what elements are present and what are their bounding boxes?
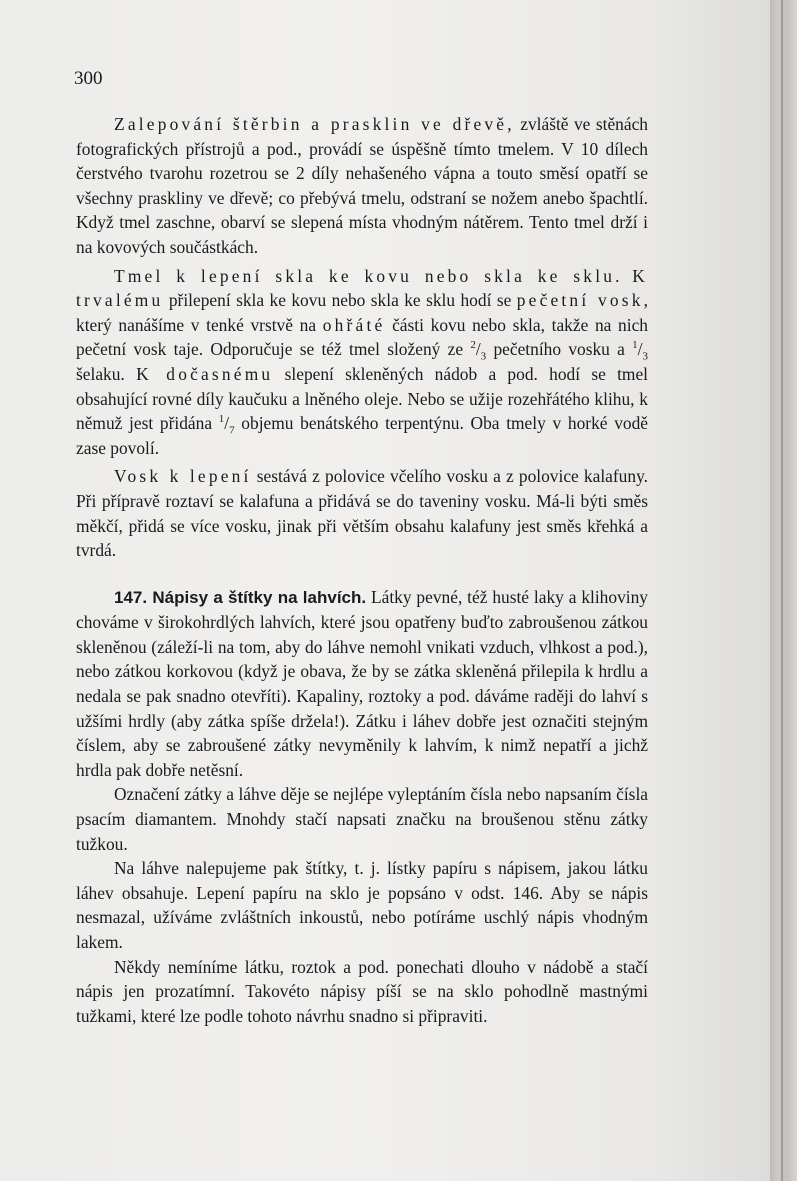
emphasis: ohřáté — [322, 314, 386, 335]
section-147 — [76, 585, 648, 783]
fraction: $^1/_7$ — [218, 413, 235, 437]
paragraph-title: Tmel k lepení skla ke kovu nebo skla ke sklu. — [114, 265, 623, 286]
page-edge-line — [781, 0, 783, 1181]
fraction: $^2/_3$ — [470, 339, 487, 363]
paragraph-body: Látky pevné, též husté laky a klihoviny chováme v širokohrdlých lahvích, které jsou opatřeny buďto zabroušenou zátkou skleněnou (záleží-li na tom, aby do láhve nemohl vnikati vzduch, vlhkost a pod.), nebo zátkou korkovou (když je obava, že by se zátka skleněná přilepila k hrdlu a nedala se pak snadno otevříti). Kapaliny, roztoky a pod. dáváme raději do lahví s užšími hrdly (aby zátka spíše držela!). Zátku i láhev dobře jest označiti stejným číslem, aby se zabroušené zátky nevyměnily k lahvím, k nimž nepatří a jichž hrdla pak dobře netěsní. — [76, 586, 648, 780]
paragraph-labels: Na láhve nalepujeme pak štítky, t. j. lístky papíru s nápisem, jakou látku láhev obsahuje. Lepení papíru na sklo je popsáno v odst. 146. Aby se nápis nesmazal, užíváme zvláštních inkoustů, nebo potíráme uschlý nápis vhodným lakem. — [76, 858, 648, 952]
paragraph-glass-cement: Tmel k lepení skla ke kovu nebo skla ke sklu. K trvalému přilepení skla ke kovu nebo skla ke sklu hodí se pečetní vosk, který nanášíme v tenké vrstvě na ohřáté části kovu nebo skla, takže na nich pečetní vosk taje. Odporučuje se též tmel složený ze $^2/_3$ pečetního vosku a $^1/_3$ šelaku. K dočasnému slepení skleněných nádob a pod. hodí se tmel obsahující rovné díly kaučuku a lněného oleje. Nebo se užije rozehřátého klihu, k němuž jest přidána $^1/_7$ objemu benátského terpentýnu. Oba tmely v horké vodě zase povolí. — [76, 265, 649, 458]
emphasis: K dočasnému — [136, 363, 274, 384]
paragraph-wax — [76, 464, 648, 562]
emphasis: K trvalému — [76, 265, 648, 311]
paragraph-wood-cracks — [76, 112, 648, 260]
page-text — [76, 112, 648, 1028]
paragraph-body: sestává z polovice včelího vosku a z polovice kalafuny. Při přípravě roztaví se kalafuna a přidává se do taveniny vosku. Má-li býti směs měkčí, přidá se více vosku, jinak při větším obsahu kalafuny jest směs křehká a tvrdá. — [76, 466, 648, 561]
paragraph-title: Zalepování štěrbin a prasklin ve dřevě, — [114, 114, 515, 134]
page-number: 300 — [74, 68, 103, 89]
fraction: $^1/_3$ — [632, 339, 648, 363]
paragraph-temporary: Někdy nemíníme látku, roztok a pod. ponechati dlouho v nádobě a stačí nápis jen prozatímní. Takovéto nápisy píší se na sklo pohodlně mastnými tužkami, které lze podle tohoto návrhu snadno si připraviti. — [76, 956, 648, 1026]
paragraph-marking: Označení zátky a láhve děje se nejlépe vyleptáním čísla nebo napsaním čísla psacím diamantem. Mnohdy stačí napsati značku na broušenou stěnu zátky tužkou. — [76, 784, 648, 854]
emphasis: pečetní vosk — [516, 290, 644, 311]
paragraph-title: Vosk k lepení — [114, 466, 252, 487]
paragraph-body: zvláště ve stěnách fotografických přístrojů a pod., provádí se úspěšně tímto tmelem. V 10 dílech čerstvého tvarohu rozetrou se 2 díly nehašeného vápna a touto směsí opatří se všechny praskliny ve dřevě; co přebývá tmelu, odstraní se nožem anebo špachtlí. Když tmel zaschne, obarví se slepená místa vhodným nátěrem. Tento tmel drží i na kovových součástkách. — [76, 114, 648, 257]
section-heading: 147. Nápisy a štítky na lahvích. — [114, 587, 367, 607]
page-edge — [770, 0, 797, 1181]
